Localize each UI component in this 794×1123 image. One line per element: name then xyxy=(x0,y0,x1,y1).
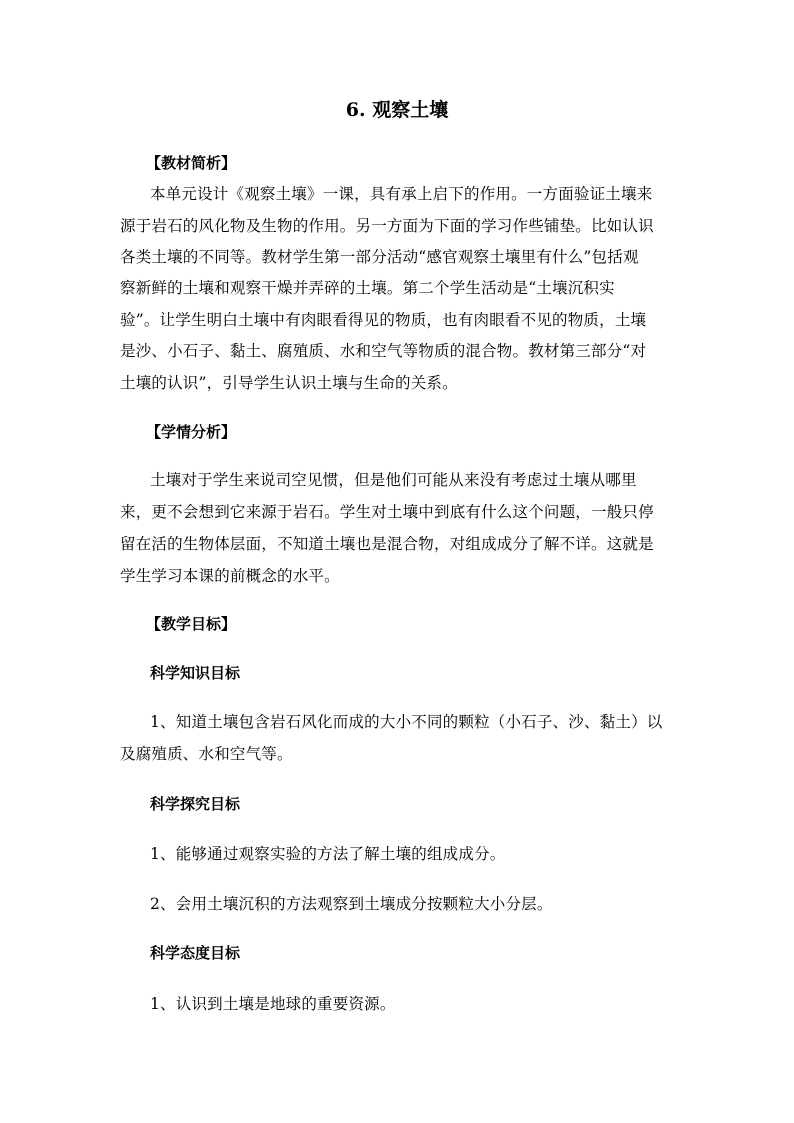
subheading-attitude-objectives: 科学态度目标 xyxy=(150,944,241,962)
paragraph-line: 土壤对于学生来说司空见惯，但是他们可能从来没有考虑过土壤从哪里 xyxy=(150,471,637,489)
heading-objectives: 【教学目标】 xyxy=(146,615,237,633)
list-item: 1、认识到土壤是地球的重要资源。 xyxy=(150,995,396,1013)
heading-textbook-analysis: 【教材简析】 xyxy=(146,154,237,172)
list-item: 1、能够通过观察实验的方法了解土壤的组成成分。 xyxy=(150,845,506,863)
paragraph-line: 察新鲜的土壤和观察干燥并弄碎的土壤。第二个学生活动是“土壤沉积实 xyxy=(120,279,615,297)
subheading-inquiry-objectives: 科学探究目标 xyxy=(150,795,241,813)
paragraph-line: 学生学习本课的前概念的水平。 xyxy=(120,567,340,585)
heading-learner-analysis: 【学情分析】 xyxy=(146,423,237,441)
list-item: 2、会用土壤沉积的方法观察到土壤成分按颗粒大小分层。 xyxy=(150,895,553,913)
paragraph-line: 本单元设计《观察土壤》一课，具有承上启下的作用。一方面验证土壤来 xyxy=(150,185,653,203)
paragraph-line: 及腐殖质、水和空气等。 xyxy=(120,745,293,763)
paragraph-line: 来，更不会想到它来源于岩石。学生对土壤中到底有什么这个问题，一般只停 xyxy=(120,503,654,521)
paragraph-line: 留在活的生物体层面，不知道土壤也是混合物，对组成成分了解不详。这就是 xyxy=(120,535,654,553)
paragraph-line: 是沙、小石子、黏土、腐殖质、水和空气等物质的混合物。教材第三部分“对 xyxy=(120,342,647,360)
subheading-knowledge-objectives: 科学知识目标 xyxy=(150,664,241,682)
paragraph-line: 源于岩石的风化物及生物的作用。另一方面为下面的学习作些铺垫。比如认识 xyxy=(120,217,654,235)
paragraph-line: 土壤的认识”，引导学生认识土壤与生命的关系。 xyxy=(120,374,458,392)
paragraph-line: 各类土壤的不同等。教材学生第一部分活动“感官观察土壤里有什么”包括观 xyxy=(120,248,639,266)
paragraph-line: 1、知道土壤包含岩石风化而成的大小不同的颗粒（小石子、沙、黏土）以 xyxy=(150,713,663,731)
paragraph-line: 验”。让学生明白土壤中有肉眼看得见的物质，也有肉眼看不见的物质，土壤 xyxy=(120,311,647,329)
page-title: 6. 观察土壤 xyxy=(345,99,449,121)
